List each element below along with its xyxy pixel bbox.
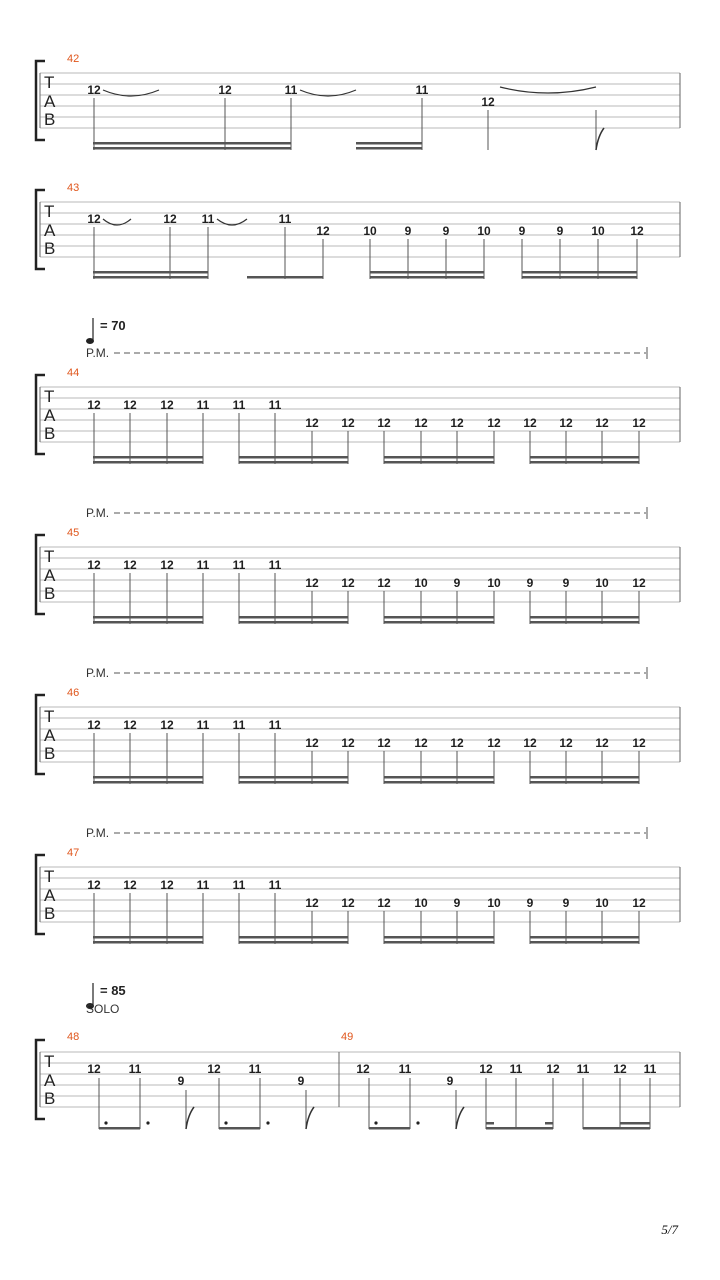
- beam: [219, 1127, 260, 1130]
- fret-number: 9: [526, 576, 534, 590]
- measure-number: 43: [67, 182, 80, 194]
- fret-number: 10: [595, 576, 609, 590]
- fret-number: 12: [87, 718, 101, 732]
- fret-number: 12: [487, 416, 501, 430]
- fret-number: 9: [556, 224, 564, 238]
- tab-clef-t: T: [44, 1052, 55, 1071]
- beam: [530, 621, 639, 624]
- fret-number: 11: [415, 83, 429, 97]
- note-flag: [596, 128, 604, 150]
- dot: [374, 1121, 377, 1124]
- tab-clef-a: A: [44, 566, 56, 585]
- tab-clef-a: A: [44, 886, 56, 905]
- fret-number: 12: [559, 416, 573, 430]
- fret-number: 12: [595, 736, 609, 750]
- beam: [239, 941, 348, 944]
- fret-number: 12: [123, 878, 137, 892]
- fret-number: 9: [297, 1074, 305, 1088]
- fret-number: 12: [632, 576, 646, 590]
- fret-number: 10: [363, 224, 377, 238]
- measure-number: 47: [67, 847, 80, 859]
- beam: [530, 776, 639, 779]
- fret-number: 12: [305, 736, 319, 750]
- fret-number: 11: [196, 558, 210, 572]
- beam: [384, 776, 494, 779]
- tab-clef-b: B: [44, 424, 56, 443]
- fret-number: 12: [523, 736, 537, 750]
- tab-clef-a: A: [44, 221, 56, 240]
- beam: [530, 781, 639, 784]
- note-flag: [186, 1107, 194, 1129]
- fret-number: 11: [232, 398, 246, 412]
- measure-number: 44: [67, 367, 80, 379]
- fret-number: 11: [128, 1062, 142, 1076]
- beam: [369, 1127, 410, 1130]
- fret-number: 12: [87, 878, 101, 892]
- beam: [239, 461, 348, 464]
- fret-number: 12: [160, 718, 174, 732]
- fret-number: 12: [523, 416, 537, 430]
- fret-number: 12: [218, 83, 232, 97]
- fret-number: 11: [643, 1062, 657, 1076]
- fret-number: 12: [414, 736, 428, 750]
- beam: [370, 271, 484, 274]
- beam: [530, 936, 639, 939]
- tab-clef-t: T: [44, 867, 55, 886]
- fret-number: 11: [278, 212, 292, 226]
- beam: [384, 461, 494, 464]
- tab-clef-t: T: [44, 387, 55, 406]
- measure-number: 48: [67, 1031, 80, 1043]
- beam: [93, 142, 291, 145]
- tab-clef-t: T: [44, 202, 55, 221]
- fret-number: 12: [87, 1062, 101, 1076]
- measure-number: 45: [67, 527, 80, 539]
- fret-number: 12: [316, 224, 330, 238]
- beam: [486, 1122, 494, 1125]
- tempo-note-head: [86, 338, 94, 344]
- beam: [239, 621, 348, 624]
- palm-mute-label: P.M.: [86, 346, 110, 360]
- fret-number: 12: [595, 416, 609, 430]
- fret-number: 12: [377, 576, 391, 590]
- measure-number: 46: [67, 687, 80, 699]
- tab-clef-b: B: [44, 239, 56, 258]
- tab-clef-a: A: [44, 406, 56, 425]
- fret-number: 10: [414, 576, 428, 590]
- beam: [93, 936, 203, 939]
- fret-number: 11: [268, 718, 282, 732]
- beam: [370, 276, 484, 279]
- fret-number: 12: [487, 736, 501, 750]
- fret-number: 12: [479, 1062, 493, 1076]
- tab-clef-b: B: [44, 744, 56, 763]
- beam: [384, 941, 494, 944]
- fret-number: 12: [87, 398, 101, 412]
- tab-clef-a: A: [44, 1071, 56, 1090]
- beam: [384, 456, 494, 459]
- fret-number: 12: [632, 896, 646, 910]
- fret-number: 11: [196, 718, 210, 732]
- tab-clef-a: A: [44, 726, 56, 745]
- fret-number: 10: [414, 896, 428, 910]
- fret-number: 12: [414, 416, 428, 430]
- fret-number: 12: [377, 416, 391, 430]
- beam: [384, 621, 494, 624]
- fret-number: 12: [630, 224, 644, 238]
- fret-number: 11: [509, 1062, 523, 1076]
- fret-number: 12: [305, 416, 319, 430]
- fret-number: 11: [232, 718, 246, 732]
- tempo-marking: = 85: [100, 983, 126, 998]
- palm-mute-label: P.M.: [86, 666, 110, 680]
- tab-clef-b: B: [44, 110, 56, 129]
- fret-number: 9: [442, 224, 450, 238]
- fret-number: 12: [632, 736, 646, 750]
- fret-number: 12: [207, 1062, 221, 1076]
- tab-clef-b: B: [44, 584, 56, 603]
- beam: [93, 776, 203, 779]
- tab-clef-b: B: [44, 904, 56, 923]
- fret-number: 12: [305, 896, 319, 910]
- beam: [93, 616, 203, 619]
- note-flag: [306, 1107, 314, 1129]
- measure-number: 49: [341, 1031, 354, 1043]
- dot: [146, 1121, 149, 1124]
- beam: [545, 1122, 553, 1125]
- palm-mute-label: P.M.: [86, 506, 110, 520]
- fret-number: 12: [163, 212, 177, 226]
- fret-number: 12: [123, 558, 137, 572]
- fret-number: 9: [177, 1074, 185, 1088]
- fret-number: 10: [487, 576, 501, 590]
- measure-number: 42: [67, 53, 80, 65]
- beam: [530, 456, 639, 459]
- fret-number: 12: [87, 212, 101, 226]
- fret-number: 11: [268, 398, 282, 412]
- fret-number: 12: [356, 1062, 370, 1076]
- beam: [384, 936, 494, 939]
- fret-number: 12: [450, 416, 464, 430]
- page-number: 5/7: [661, 1222, 678, 1237]
- beam: [239, 936, 348, 939]
- fret-number: 12: [546, 1062, 560, 1076]
- fret-number: 11: [248, 1062, 262, 1076]
- tab-clef-b: B: [44, 1089, 56, 1108]
- beam: [99, 1127, 140, 1130]
- fret-number: 12: [160, 398, 174, 412]
- fret-number: 11: [576, 1062, 590, 1076]
- beam: [93, 941, 203, 944]
- fret-number: 9: [453, 896, 461, 910]
- fret-number: 11: [196, 878, 210, 892]
- fret-number: 9: [562, 896, 570, 910]
- beam: [93, 456, 203, 459]
- fret-number: 11: [268, 558, 282, 572]
- fret-number: 11: [268, 878, 282, 892]
- beam: [530, 941, 639, 944]
- fret-number: 12: [613, 1062, 627, 1076]
- fret-number: 12: [160, 558, 174, 572]
- beam: [239, 781, 348, 784]
- fret-number: 12: [341, 416, 355, 430]
- beam: [247, 276, 323, 279]
- dot: [224, 1121, 227, 1124]
- section-label: SOLO: [86, 1002, 120, 1016]
- beam: [239, 456, 348, 459]
- beam: [384, 616, 494, 619]
- fret-number: 12: [559, 736, 573, 750]
- fret-number: 11: [232, 878, 246, 892]
- fret-number: 9: [446, 1074, 454, 1088]
- tab-clef-t: T: [44, 73, 55, 92]
- dot: [104, 1121, 107, 1124]
- tie: [500, 87, 596, 93]
- fret-number: 11: [398, 1062, 412, 1076]
- fret-number: 10: [595, 896, 609, 910]
- beam: [522, 276, 637, 279]
- beam: [239, 776, 348, 779]
- beam: [530, 461, 639, 464]
- beam: [486, 1127, 553, 1130]
- beam: [583, 1127, 650, 1130]
- fret-number: 12: [377, 736, 391, 750]
- beam: [93, 276, 208, 279]
- fret-number: 12: [341, 736, 355, 750]
- dot: [416, 1121, 419, 1124]
- beam: [384, 781, 494, 784]
- fret-number: 10: [477, 224, 491, 238]
- dot: [266, 1121, 269, 1124]
- beam: [530, 616, 639, 619]
- fret-number: 12: [341, 896, 355, 910]
- fret-number: 9: [453, 576, 461, 590]
- beam: [93, 147, 291, 150]
- tempo-marking: = 70: [100, 318, 126, 333]
- fret-number: 10: [591, 224, 605, 238]
- beam: [620, 1122, 650, 1125]
- fret-number: 9: [404, 224, 412, 238]
- fret-number: 12: [305, 576, 319, 590]
- fret-number: 11: [201, 212, 215, 226]
- beam: [356, 147, 422, 150]
- note-flag: [456, 1107, 464, 1129]
- fret-number: 12: [160, 878, 174, 892]
- fret-number: 11: [232, 558, 246, 572]
- tab-clef-t: T: [44, 547, 55, 566]
- fret-number: 11: [196, 398, 210, 412]
- tab-clef-a: A: [44, 92, 56, 111]
- fret-number: 12: [87, 83, 101, 97]
- fret-number: 9: [518, 224, 526, 238]
- beam: [93, 621, 203, 624]
- fret-number: 12: [377, 896, 391, 910]
- palm-mute-label: P.M.: [86, 826, 110, 840]
- fret-number: 12: [123, 398, 137, 412]
- tab-clef-t: T: [44, 707, 55, 726]
- fret-number: 11: [284, 83, 298, 97]
- beam: [93, 461, 203, 464]
- fret-number: 9: [526, 896, 534, 910]
- beam: [93, 271, 208, 274]
- fret-number: 12: [450, 736, 464, 750]
- fret-number: 12: [632, 416, 646, 430]
- fret-number: 12: [123, 718, 137, 732]
- beam: [522, 271, 637, 274]
- fret-number: 12: [481, 95, 495, 109]
- fret-number: 12: [341, 576, 355, 590]
- beam: [93, 781, 203, 784]
- fret-number: 9: [562, 576, 570, 590]
- fret-number: 10: [487, 896, 501, 910]
- beam: [356, 142, 422, 145]
- beam: [239, 616, 348, 619]
- fret-number: 12: [87, 558, 101, 572]
